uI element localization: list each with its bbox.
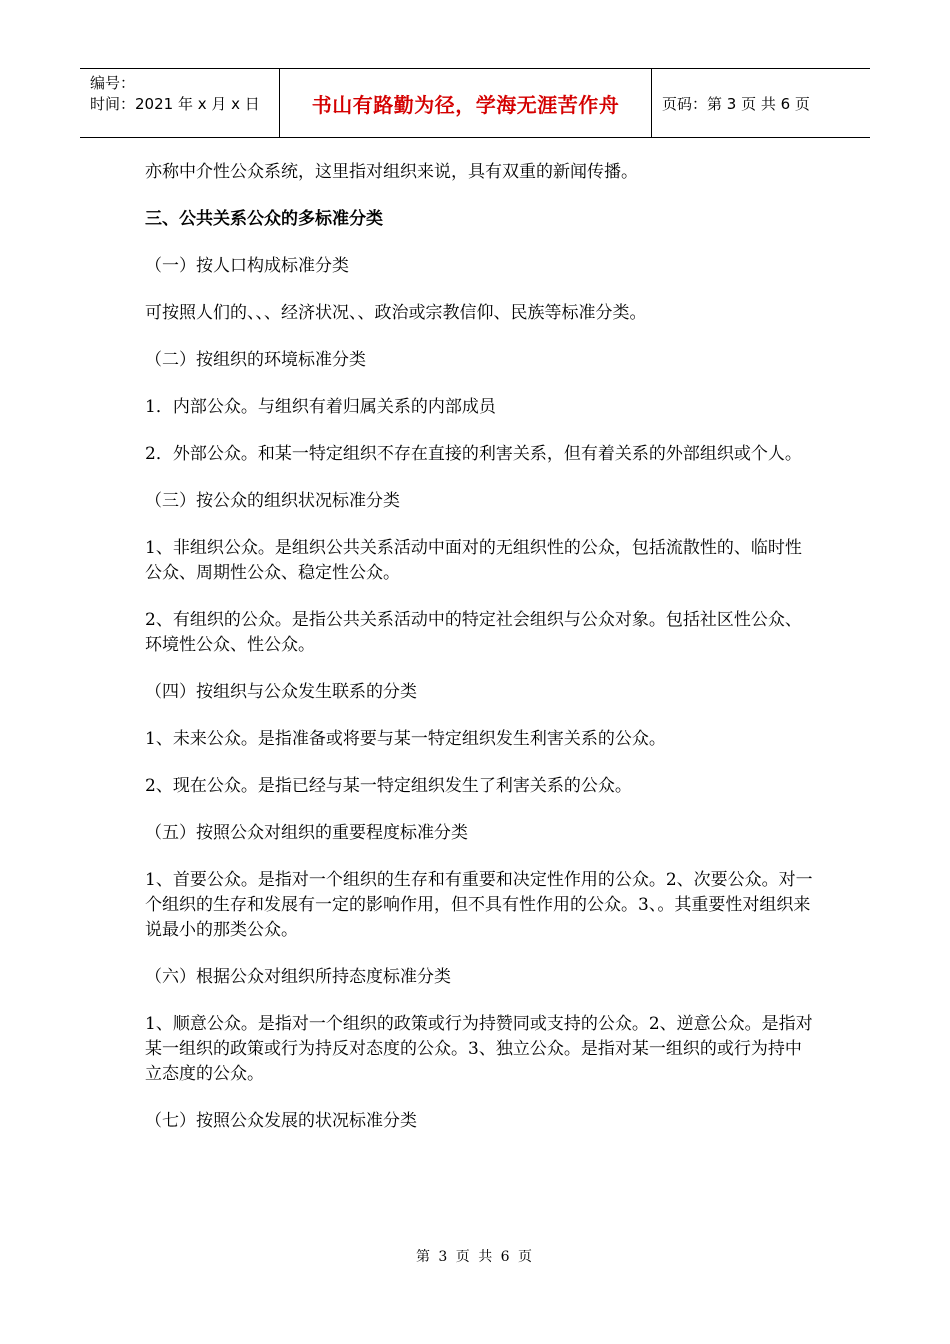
paragraph: 2、有组织的公众。是指公共关系活动中的特定社会组织与公众对象。包括社区性公众、环境性公众、性公众。 (145, 610, 802, 655)
paragraph: 1、未来公众。是指准备或将要与某一特定组织发生利害关系的公众。 (145, 729, 666, 749)
header-meta (80, 69, 280, 137)
paragraph: 1、非组织公众。是组织公共关系活动中面对的无组织性的公众，包括流散性的、临时性公众、周期性公众、稳定性公众。 (145, 538, 802, 583)
paragraph: 亦称中介性公众系统，这里指对组织来说，具有双重的新闻传播。 (145, 162, 638, 182)
paragraph: 1、顺意公众。是指对一个组织的政策或行为持赞同或支持的公众。2、逆意公众。是指对某一组织的政策或行为持反对态度的公众。3、独立公众。是指对某一组织的或行为持中立态度的公众。 (145, 1014, 813, 1084)
subsection-heading: （三）按公众的组织状况标准分类 (145, 491, 400, 511)
header-motto: 书山有路勤为径，学海无涯苦作舟 (280, 69, 652, 137)
subsection-heading: （二）按组织的环境标准分类 (145, 350, 366, 370)
header-page-info: 页码：第 3 页 共 6 页 (662, 94, 810, 113)
paragraph: 1．内部公众。与组织有着归属关系的内部成员 (145, 397, 496, 417)
paragraph: 2、现在公众。是指已经与某一特定组织发生了利害关系的公众。 (145, 776, 632, 796)
paragraph: 1、首要公众。是指对一个组织的生存和有重要和决定性作用的公众。2、次要公众。对一个组织的生存和发展有一定的影响作用，但不具有性作用的公众。3、。其重要性对组织来说最小的那类公众。 (145, 870, 813, 940)
paragraph: 可按照人们的、、、经济状况、、政治或宗教信仰、民族等标准分类。 (145, 303, 647, 323)
subsection-heading: （四）按组织与公众发生联系的分类 (145, 682, 417, 702)
subsection-heading: （五）按照公众对组织的重要程度标准分类 (145, 823, 468, 843)
paragraph: 2．外部公众。和某一特定组织不存在直接的利害关系，但有着关系的外部组织或个人。 (145, 444, 802, 464)
subsection-heading: （六）根据公众对组织所持态度标准分类 (145, 967, 451, 987)
subsection-heading: （七）按照公众发展的状况标准分类 (145, 1111, 417, 1131)
document-body (145, 160, 817, 1156)
subsection-heading: （一）按人口构成标准分类 (145, 256, 349, 276)
document-date: 时间：2021 年 x 月 x 日 (90, 95, 260, 113)
page-footer: 第 3 页 共 6 页 (415, 1249, 535, 1265)
section-heading: 三、公共关系公众的多标准分类 (145, 209, 383, 229)
page-header (80, 68, 870, 138)
document-number-label: 编号： (90, 74, 136, 92)
